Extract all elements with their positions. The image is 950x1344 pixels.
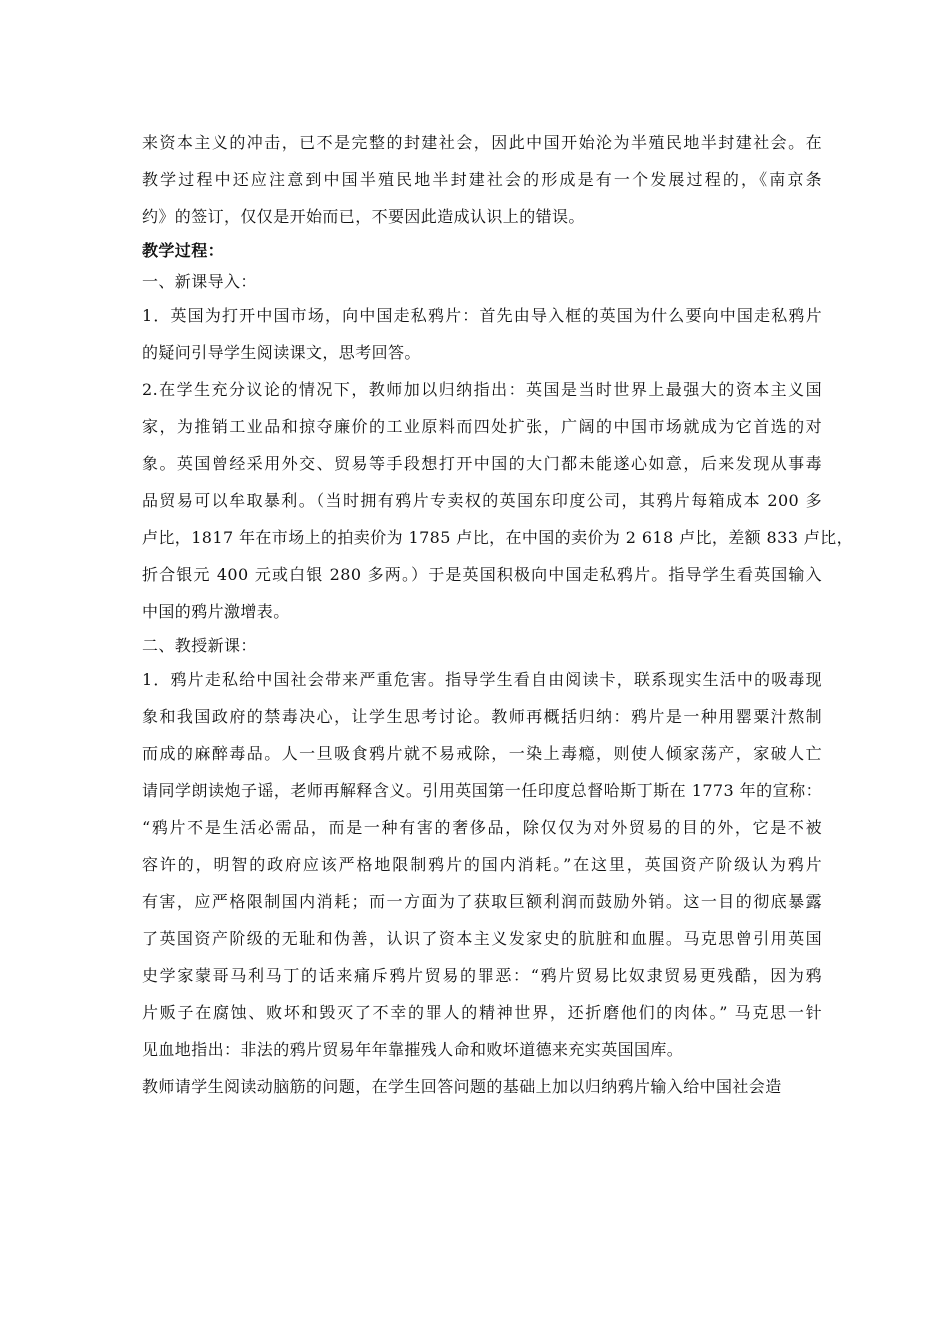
- text-line: 了英国资产阶级的无耻和伪善，认识了资本主义发家史的肮脏和血腥。马克思曾引用英国: [142, 929, 822, 948]
- paragraph-section-1-title: [142, 266, 822, 297]
- text-line: 有害，应严格限制国内消耗；而一方面为了获取巨额利润而鼓励外销。这一目的彻底暴露: [142, 892, 822, 911]
- text-line: 2.在学生充分议论的情况下，教师加以归纳指出：英国是当时世界上最强大的资本主义国: [142, 380, 822, 399]
- text-line: 1．鸦片走私给中国社会带来严重危害。指导学生看自由阅读卡，联系现实生活中的吸毒现: [142, 670, 822, 689]
- text-line: 而成的麻醉毒品。人一旦吸食鸦片就不易戒除，一染上毒瘾，则使人倾家荡产，家破人亡: [142, 744, 822, 763]
- paragraph-section-2-title: [142, 630, 822, 661]
- text-line: 品贸易可以牟取暴利。（当时拥有鸦片专卖权的英国东印度公司，其鸦片每箱成本 200 多: [142, 491, 822, 510]
- text-line: 的疑问引导学生阅读课文，思考回答。: [142, 343, 421, 362]
- paragraph-section-1-item-2: [142, 371, 853, 630]
- text-line: 折合银元 400 元或白银 280 多两。）于是英国积极向中国走私鸦片。指导学生看英国输入: [142, 565, 822, 584]
- text-line: 片贩子在腐蚀、败坏和毁灭了不幸的罪人的精神世界，还折磨他们的肉体。” 马克思一针: [142, 1003, 822, 1022]
- section-heading: 教学过程：: [142, 241, 225, 260]
- text-line: 见血地指出：非法的鸦片贸易年年靠摧残人命和败坏道德来充实英国国库。: [142, 1040, 684, 1059]
- text-line: 容许的，明智的政府应该严格地限制鸦片的国内消耗。”在这里，英国资产阶级认为鸦片: [142, 855, 822, 874]
- paragraph-section-1-item-1: [142, 297, 822, 371]
- text-line: 一、新课导入：: [142, 272, 257, 291]
- paragraph-intro: [142, 124, 822, 235]
- text-line: 象。英国曾经采用外交、贸易等手段想打开中国的大门都未能遂心如意，后来发现从事毒: [142, 454, 822, 473]
- text-line: 象和我国政府的禁毒决心，让学生思考讨论。教师再概括归纳：鸦片是一种用罂粟汁熬制: [142, 707, 822, 726]
- paragraph-section-2-item-1-cont: [142, 1068, 822, 1105]
- text-line: 卢比，1817 年在市场上的拍卖价为 1785 卢比，在中国的卖价为 2 618 卢比，差额 833 卢比，: [142, 528, 853, 547]
- text-line: 家，为推销工业品和掠夺廉价的工业原料而四处扩张，广阔的中国市场就成为它首选的对: [142, 417, 822, 436]
- text-line: 来资本主义的冲击，已不是完整的封建社会，因此中国开始沦为半殖民地半封建社会。在: [142, 133, 822, 152]
- text-line: 教学过程中还应注意到中国半殖民地半封建社会的形成是有一个发展过程的，《南京条: [142, 170, 822, 189]
- paragraph-heading-process: [142, 235, 822, 266]
- text-line: “鸦片不是生活必需品，而是一种有害的奢侈品，除仅仅为对外贸易的目的外，它是不被: [142, 818, 822, 837]
- text-line: 二、教授新课：: [142, 636, 257, 655]
- text-line: 史学家蒙哥马利马丁的话来痛斥鸦片贸易的罪恶：“鸦片贸易比奴隶贸易更残酷，因为鸦: [142, 966, 822, 985]
- text-line: 中国的鸦片激增表。: [142, 602, 290, 621]
- text-line: 教师请学生阅读动脑筋的问题，在学生回答问题的基础上加以归纳鸦片输入给中国社会造: [142, 1077, 782, 1096]
- text-line: 1．英国为打开中国市场，向中国走私鸦片：首先由导入框的英国为什么要向中国走私鸦片: [142, 306, 822, 325]
- text-line: 约》的签订，仅仅是开始而已，不要因此造成认识上的错误。: [142, 207, 585, 226]
- text-line: 请同学朗读炮子谣，老师再解释含义。引用英国第一任印度总督哈斯丁斯在 1773 年的宣称：: [142, 781, 822, 800]
- paragraph-section-2-item-1: [142, 661, 822, 1068]
- document-body: [142, 124, 853, 1105]
